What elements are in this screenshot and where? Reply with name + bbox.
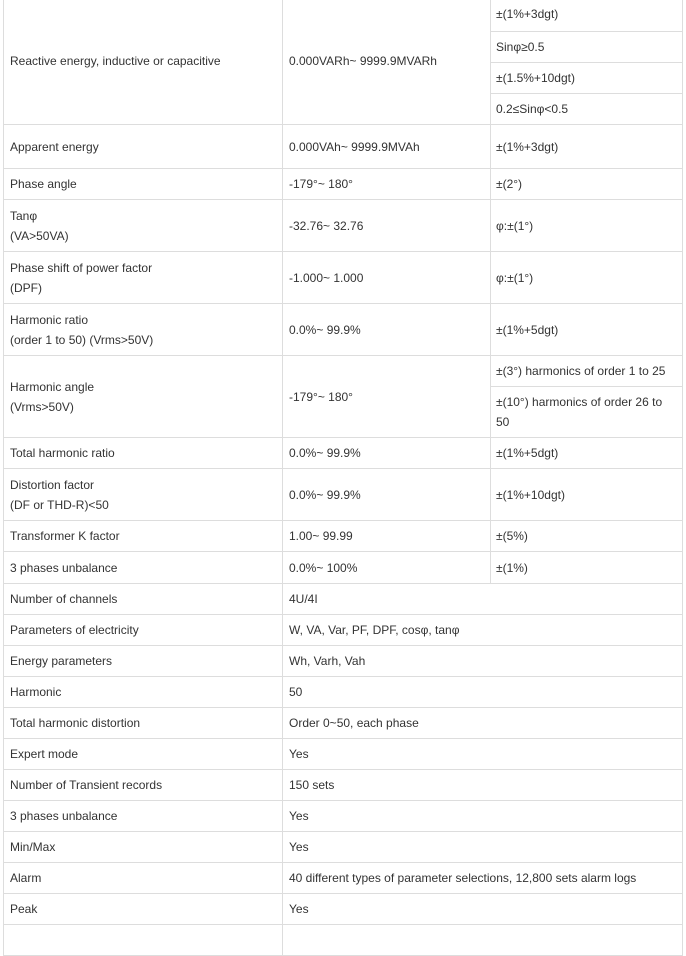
parameter-cell: Phase angle: [4, 169, 283, 200]
accuracy-cell: ±(1%+5dgt): [491, 304, 683, 356]
parameter-condition: (DPF): [10, 280, 42, 295]
range-cell: -179°~ 180°: [283, 356, 491, 438]
range-cell: 1.00~ 99.99: [283, 521, 491, 552]
accuracy-cell: ±(1%+3dgt): [491, 125, 683, 169]
accuracy-cell: ±(2°): [491, 169, 683, 200]
table-row: [4, 708, 683, 739]
table-row: [4, 438, 683, 469]
table-row: [4, 801, 683, 832]
table-row: [4, 925, 683, 956]
spec-value-cell: 50: [283, 677, 683, 708]
parameter-cell: Apparent energy: [4, 125, 283, 169]
table-row: [4, 646, 683, 677]
spec-value-cell: Wh, Varh, Vah: [283, 646, 683, 677]
range-cell: 0.0%~ 100%: [283, 552, 491, 584]
table-row: [4, 469, 683, 521]
accuracy-cell: ±(5%): [491, 521, 683, 552]
spec-value-cell: Yes: [283, 832, 683, 863]
spec-label-cell: Alarm: [4, 863, 283, 894]
accuracy-cell: ±(1%+10dgt): [491, 469, 683, 521]
table-row: [4, 552, 683, 584]
parameter-cell: [4, 304, 283, 356]
parameter-label: Harmonic ratio: [10, 312, 89, 327]
table-row: [4, 304, 683, 356]
parameter-cell: [4, 469, 283, 521]
spec-label-cell: Total harmonic distortion: [4, 708, 283, 739]
accuracy-cell: ±(10°) harmonics of order 26 to 50: [491, 387, 683, 438]
parameter-label: Harmonic angle: [10, 379, 95, 394]
spec-label-cell: Expert mode: [4, 739, 283, 770]
parameter-label: Distortion factor: [10, 477, 95, 492]
range-cell: 0.0%~ 99.9%: [283, 304, 491, 356]
accuracy-cell: ±(1%): [491, 552, 683, 584]
spec-value-cell: W, VA, Var, PF, DPF, cosφ, tanφ: [283, 615, 683, 646]
accuracy-cell: ±(1.5%+10dgt): [491, 63, 683, 94]
accuracy-cell: φ:±(1°): [491, 252, 683, 304]
table-row: [4, 125, 683, 169]
table-row: [4, 252, 683, 304]
spec-value-cell: Yes: [283, 739, 683, 770]
spec-table: [3, 0, 683, 956]
spec-label-cell: Min/Max: [4, 832, 283, 863]
accuracy-condition-cell: Sinφ≥0.5: [491, 32, 683, 63]
range-cell: 0.000VAh~ 9999.9MVAh: [283, 125, 491, 169]
spec-value-cell: 150 sets: [283, 770, 683, 801]
table-row: [4, 894, 683, 925]
spec-value-cell: Order 0~50, each phase: [283, 708, 683, 739]
table-row: [4, 863, 683, 894]
parameter-cell: [4, 356, 283, 438]
spec-label-cell: Peak: [4, 894, 283, 925]
parameter-cell: Total harmonic ratio: [4, 438, 283, 469]
parameter-condition: (Vrms>50V): [10, 399, 74, 414]
range-cell: 0.0%~ 99.9%: [283, 469, 491, 521]
range-cell: -1.000~ 1.000: [283, 252, 491, 304]
parameter-cell: [4, 0, 283, 125]
spec-label-cell: Parameters of electricity: [4, 615, 283, 646]
table-row: [4, 770, 683, 801]
parameter-label: Tanφ: [10, 208, 38, 223]
parameter-label: Reactive energy, inductive or capacitive: [10, 53, 221, 68]
spec-label-cell: Energy parameters: [4, 646, 283, 677]
spec-label-cell: Number of channels: [4, 584, 283, 615]
table-row: [4, 832, 683, 863]
range-cell: -179°~ 180°: [283, 169, 491, 200]
range-cell: -32.76~ 32.76: [283, 200, 491, 252]
range-cell: 0.000VARh~ 9999.9MVARh: [283, 0, 491, 125]
table-row: [4, 356, 683, 387]
parameter-condition: (DF or THD-R)<50: [10, 497, 109, 512]
spec-label-cell: Harmonic: [4, 677, 283, 708]
spec-value-cell: Yes: [283, 801, 683, 832]
parameter-condition: (order 1 to 50) (Vrms>50V): [10, 332, 154, 347]
accuracy-cell: φ:±(1°): [491, 200, 683, 252]
parameter-cell: Transformer K factor: [4, 521, 283, 552]
parameter-label: Phase shift of power factor: [10, 260, 153, 275]
table-row: [4, 677, 683, 708]
accuracy-cell: ±(3°) harmonics of order 1 to 25: [491, 356, 683, 387]
accuracy-condition-cell: 0.2≤Sinφ<0.5: [491, 94, 683, 125]
spec-value-cell: 4U/4I: [283, 584, 683, 615]
parameter-cell: [4, 200, 283, 252]
accuracy-cell: ±(1%+5dgt): [491, 438, 683, 469]
spec-value-cell: Yes: [283, 894, 683, 925]
parameter-cell: 3 phases unbalance: [4, 552, 283, 584]
parameter-condition: (VA>50VA): [10, 228, 69, 243]
spec-label-cell: Number of Transient records: [4, 770, 283, 801]
range-cell: 0.0%~ 99.9%: [283, 438, 491, 469]
table-row: [4, 169, 683, 200]
table-row: [4, 615, 683, 646]
table-row: [4, 0, 683, 32]
spec-label-cell: [4, 925, 283, 956]
spec-value-cell: [283, 925, 683, 956]
table-row: [4, 584, 683, 615]
spec-value-cell: 40 different types of parameter selections, 12,800 sets alarm logs: [283, 863, 683, 894]
parameter-cell: [4, 252, 283, 304]
table-row: [4, 200, 683, 252]
table-row: [4, 521, 683, 552]
accuracy-cell: ±(1%+3dgt): [491, 0, 683, 32]
spec-label-cell: 3 phases unbalance: [4, 801, 283, 832]
table-row: [4, 739, 683, 770]
